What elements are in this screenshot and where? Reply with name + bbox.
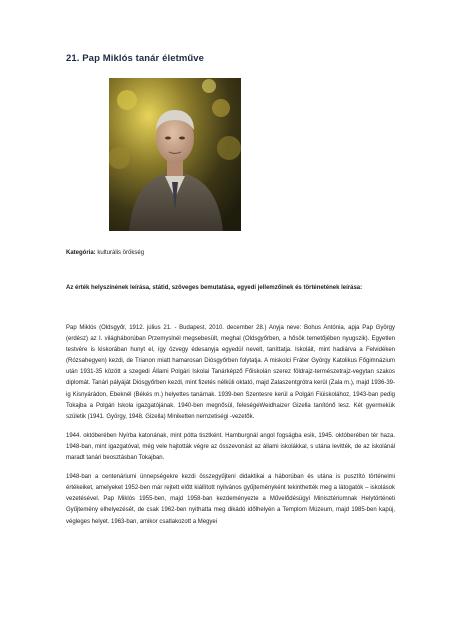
document-body [66,323,395,536]
document-title: 21. Pap Miklós tanár életműve [66,53,205,64]
category-label: Kategória: [66,250,96,256]
body-paragraph: 1948-ban a centenáriumi ünnepségekre kezdi összegyűjteni didaktikai a háborúban és utána is pusztító történelmi értékeiket, amelyeket 1952-ben már rejtett előtt kiállított nyilvános gyűjteményként tekinthették meg a látogatók – iskolások vezetésével. Pap Miklós 1955-ben, majd 1958-ban kezdeményezte a Művelődésügyi Minisztériumnak Helytörténeti Gyűjtemény elhelyezését, de csak 1962-ben nyithatta meg dikádó időlhelyén a Templom Múzeum, majd 1985-ben kapúj, végleges helyet. 1963-ban, amikor csatlakozott a Megyei [66,474,395,525]
body-paragraph: Pap Miklós (Oldsgyőr, 1912. július 21. - Budapest, 2010. december 28.) Anyja neve: Bohus Antónia, apja Pap György (erdész) az I. világháborúban Przemyslnél megsebesült, meghal (Oldsgyőrben, a hősök temetőjében nyugszik). Egyetlen testvére is kiskorában hunyt el, így özvegy édesanyja egyedül nevelt, taníttatja. Iskoláit, mint hadiárva a Felvidéken (Rózsahegyen) kezdi, de Trianon miatt hamarosan Diósgyőrben folytatja. A miskolci Fráter György Katolikus Főgimnázium után 1931-35 között a szegedi Állami Polgári Iskolai Tanárképző Főiskolán szerez földrajz-természetrajz-vegytan szakos diplomát. Tanári pályáját Diósgyőrben kezdi, mint fizetés nélküli oktató, majd Zalaszentgrótra kerül (Zala m.), majd 1936-39-ig Kisnyárádon, Ebeknél (Békés m.) helyettes tanárnak. 1939-ben Szentesre kerül a Polgári Fiúiskolához, 1943-ban pedig Tokajba a Polgári Iskola igazgatójának. 1940-ben megnősül, feleségeWeidhaizer Gizella tanítónő lesz. Két gyermekük születik (1941. György, 1948. Gizella) Miniketten nemzetiségi -vezetők. [66,325,395,420]
section-heading: Az érték helyszínének leírása, státid, szöveges bemutatása, egyedi jellemzőinek és történetének leírása: [66,285,363,291]
body-paragraph: 1944. októberében Nyírba katonának, mint pótta tisztként. Hamburgnál angol fogságba esik, 1945. októberében tér haza. 1948-ban, mint igazgatóval, még vele hajtották végre az összevonást az állami iskolákkal, s utána levitték, de az iskolánál maradt tanári beosztásban Tokajban. [66,432,395,462]
category-value: kulturális örökség [97,250,145,256]
portrait-photo-image [109,78,241,231]
portrait-photo [109,78,241,231]
category-line [66,250,144,256]
